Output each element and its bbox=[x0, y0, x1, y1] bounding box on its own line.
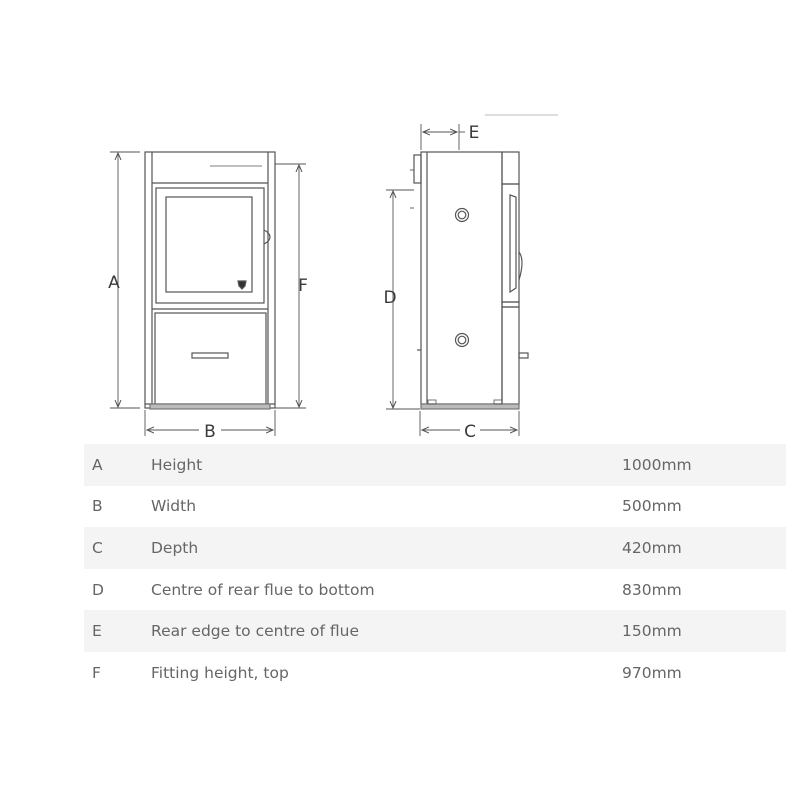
door-latch-icon bbox=[238, 281, 246, 289]
dimension-key: D bbox=[92, 580, 104, 599]
front-plinth bbox=[150, 404, 270, 409]
side-body bbox=[421, 152, 502, 404]
table-row bbox=[84, 652, 786, 694]
drawer-handle bbox=[192, 353, 228, 358]
label-e: E bbox=[468, 123, 480, 143]
dimension-key: B bbox=[92, 497, 103, 516]
label-b: B bbox=[204, 422, 216, 440]
dimension-value: 150mm bbox=[622, 622, 682, 641]
dimension-value: 420mm bbox=[622, 538, 682, 557]
dimension-label: Height bbox=[151, 455, 203, 474]
side-drawer-handle bbox=[519, 353, 528, 358]
drawer-panel bbox=[155, 313, 266, 405]
dimension-e-line bbox=[421, 115, 558, 150]
front-outer-frame bbox=[145, 152, 275, 408]
dimension-label: Rear edge to centre of flue bbox=[151, 622, 360, 641]
dimension-key: A bbox=[92, 455, 103, 474]
table-row bbox=[84, 610, 786, 652]
door-glass bbox=[166, 197, 252, 292]
table-row bbox=[84, 444, 786, 486]
dimension-label: Width bbox=[151, 497, 197, 516]
label-d: D bbox=[383, 288, 397, 308]
dimension-value: 500mm bbox=[622, 497, 682, 516]
dimension-key: E bbox=[92, 622, 102, 641]
front-view-stove bbox=[145, 152, 275, 409]
table-row bbox=[84, 486, 786, 528]
dimension-label: Fitting height, top bbox=[151, 663, 289, 682]
dimension-key: F bbox=[92, 663, 101, 682]
dimension-label: Depth bbox=[151, 538, 199, 557]
side-lower-knob bbox=[456, 334, 469, 347]
dimensions-table bbox=[84, 444, 786, 694]
dimension-label: Centre of rear flue to bottom bbox=[151, 580, 375, 599]
table-row bbox=[84, 527, 786, 569]
door-handle bbox=[264, 230, 270, 244]
label-a: A bbox=[108, 273, 120, 293]
side-upper-knob bbox=[456, 209, 469, 222]
dimension-value: 830mm bbox=[622, 580, 682, 599]
table-row bbox=[84, 569, 786, 611]
side-plinth bbox=[421, 404, 519, 409]
fire-door bbox=[156, 188, 264, 303]
dimension-value: 970mm bbox=[622, 663, 682, 682]
dimension-value: 1000mm bbox=[622, 455, 692, 474]
dimension-key: C bbox=[92, 538, 103, 557]
side-view-stove bbox=[414, 152, 528, 409]
label-f: F bbox=[298, 276, 308, 296]
side-door-profile bbox=[502, 152, 519, 184]
rear-flue-collar bbox=[414, 155, 421, 183]
label-c: C bbox=[464, 422, 476, 440]
